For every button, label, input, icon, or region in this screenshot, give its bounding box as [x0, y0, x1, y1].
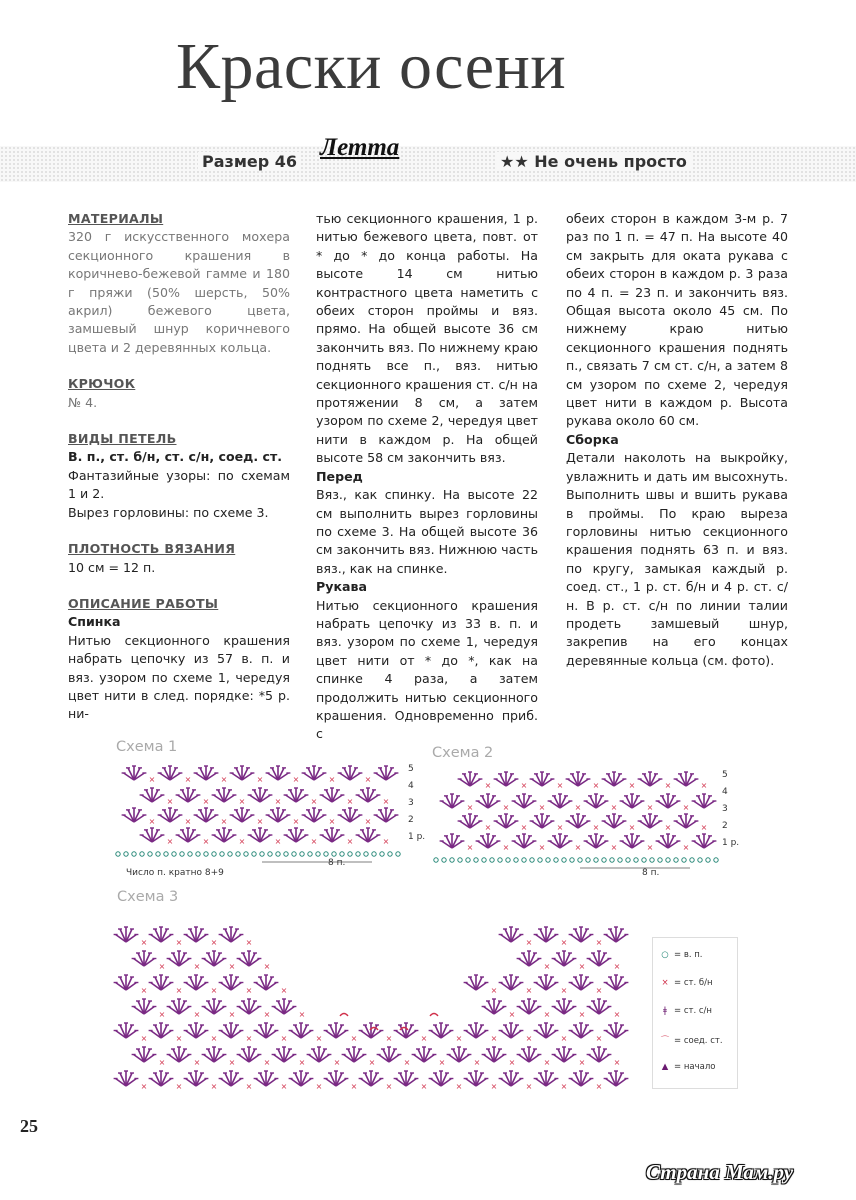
paragraph: № 4.	[68, 394, 98, 410]
stitch-sc: ×	[473, 1058, 481, 1067]
subheading: Рукава	[316, 579, 367, 595]
legend-symbol-icon: ▲	[661, 1062, 669, 1072]
stitch-sc: ×	[613, 962, 621, 971]
stitch-sc: ×	[556, 781, 564, 790]
paragraph: тью секционного крашения, 1 р. нитью бежевого цвета, повт. от * до * до конца работы. На высоте 14 см нитью контрастного цвета наметить с обеих сторон проймы и вяз. прямо. На общей высоте 36 см закончить вяз. По нижнему краю поднять все п., вяз. нитью секционного крашения ст. с/н на протяжении 8 см, а затем узором по схеме 2, чередуя цвет нити в каждом р. На общей высоте 58 см закончить вяз.	[316, 211, 538, 466]
page-title: Краски осени	[176, 30, 567, 103]
stitch-sc: ×	[263, 962, 271, 971]
subheading: В. п., ст. б/н, ст. с/н, соед. ст.	[68, 449, 283, 465]
legend-label: = начало	[674, 1062, 716, 1072]
stitch-sc: ×	[175, 986, 183, 995]
stitch-slip	[400, 1028, 408, 1031]
stitch-sc: ×	[238, 837, 246, 846]
stitch-chain	[316, 852, 320, 856]
row-number: 1 р.	[722, 838, 740, 848]
stitch-sc: ×	[166, 837, 174, 846]
stitch-chain	[140, 852, 144, 856]
stitch-chain	[458, 858, 462, 862]
scheme-1-diagram	[112, 758, 408, 868]
paragraph: Фантазийные узоры: по схемам 1 и 2.	[68, 467, 290, 502]
legend-item	[659, 1006, 712, 1016]
stitch-sc: ×	[346, 837, 354, 846]
paragraph	[68, 412, 290, 430]
stitch-sc: ×	[368, 1058, 376, 1067]
stitch-sc: ×	[350, 1034, 358, 1043]
stitch-chain	[116, 852, 120, 856]
stitch-sc: ×	[466, 803, 474, 812]
stitch-sc: ×	[280, 986, 288, 995]
stitch-sc: ×	[175, 1034, 183, 1043]
subheading: Сборка	[566, 431, 619, 447]
stitch-sc: ×	[298, 1010, 306, 1019]
stitch-sc: ×	[484, 823, 492, 832]
scheme-3-title: Схема 3	[117, 889, 179, 905]
stitch-sc: ×	[140, 1034, 148, 1043]
stitch-sc: ×	[508, 1010, 516, 1019]
stitch-sc: ×	[538, 843, 546, 852]
stitch-sc: ×	[490, 1034, 498, 1043]
stitch-chain	[332, 852, 336, 856]
stitch-chain	[388, 852, 392, 856]
section-heading: КРЮЧОК	[68, 376, 136, 392]
stitch-sc: ×	[682, 843, 690, 852]
stitch-chain	[578, 858, 582, 862]
stitch-chain	[268, 852, 272, 856]
stitch-sc: ×	[158, 1058, 166, 1067]
stitch-sc: ×	[538, 803, 546, 812]
row-number: 2	[722, 821, 728, 831]
stitch-sc: ×	[646, 843, 654, 852]
stitch-sc: ×	[484, 781, 492, 790]
stitch-sc: ×	[385, 1034, 393, 1043]
legend-label: = ст. б/н	[674, 978, 713, 988]
legend-symbol-icon: ×	[661, 978, 669, 988]
scheme-1-note: Число п. кратно 8+9	[126, 868, 224, 878]
subheading: Перед	[316, 468, 363, 484]
stitch-sc: ×	[438, 1058, 446, 1067]
stitch-sc: ×	[508, 1058, 516, 1067]
author-name: Летта	[320, 134, 400, 161]
stitch-chain	[276, 852, 280, 856]
row-number: 1 р.	[408, 832, 426, 842]
paragraph: обеих сторон в каждом 3-м р. 7 раз по 1 п. = 47 п. На высоте 40 см закрыть для оката рукава с обеих сторон в каждом р. 3 раза по 4 п. = 23 п. и закончить вяз. Общая высота около 45 см. По нижнему краю нитью секционного крашения поднять п., связать 7 см ст. с/н, а затем 8 см узором по схеме 2, чередуя цвет нити в каждом р. Высота рукава около 60 см.	[566, 211, 788, 429]
stitch-sc: ×	[613, 1010, 621, 1019]
stitch-chain	[124, 852, 128, 856]
paragraph	[68, 577, 290, 595]
stitch-sc: ×	[525, 938, 533, 947]
stitch-chain	[180, 852, 184, 856]
legend-label: = соед. ст.	[674, 1036, 723, 1046]
difficulty-label: ★★ Не очень просто	[496, 152, 691, 171]
stitch-chain	[562, 858, 566, 862]
stitch-sc: ×	[210, 1082, 218, 1091]
scheme-1-repeat: 8 п.	[328, 858, 346, 868]
stitch-chain	[658, 858, 662, 862]
stitch-sc: ×	[700, 781, 708, 790]
stitch-chain	[466, 858, 470, 862]
stitch-sc: ×	[193, 1010, 201, 1019]
stitch-sc: ×	[595, 1034, 603, 1043]
stitch-sc: ×	[646, 803, 654, 812]
symbol-legend	[652, 937, 738, 1089]
stitch-sc: ×	[210, 938, 218, 947]
stitch-sc: ×	[560, 986, 568, 995]
paragraph	[68, 357, 290, 375]
stitch-chain	[244, 852, 248, 856]
stitch-sc: ×	[166, 797, 174, 806]
row-number: 5	[408, 764, 414, 774]
stitch-sc: ×	[220, 775, 228, 784]
stitch-sc: ×	[502, 843, 510, 852]
stitch-chain	[498, 858, 502, 862]
stitch-chain	[148, 852, 152, 856]
stitch-sc: ×	[664, 823, 672, 832]
stitch-chain	[292, 852, 296, 856]
stitch-chain	[228, 852, 232, 856]
stitch-sc: ×	[210, 1034, 218, 1043]
stitch-chain	[164, 852, 168, 856]
paragraph: Вяз., как спинку. На высоте 22 см выполнить вырез горловины по схеме 3. На общей высоте 36 см закончить вяз. Нижнюю часть вяз., как на спинке.	[316, 487, 538, 576]
stitch-chain	[618, 858, 622, 862]
stitch-chain	[690, 858, 694, 862]
stitch-chain	[698, 858, 702, 862]
paragraph: Нитью секционного крашения набрать цепочку из 57 в. п. и вяз. узором по схеме 1, чередуя цвет нити в след. порядке: *5 р. ни-	[68, 632, 290, 722]
stitch-chain	[220, 852, 224, 856]
header-bar	[0, 146, 856, 182]
stitch-sc: ×	[256, 775, 264, 784]
stitch-chain	[196, 852, 200, 856]
stitch-sc: ×	[664, 781, 672, 790]
stitch-chain	[356, 852, 360, 856]
stitch-sc: ×	[184, 817, 192, 826]
stitch-sc: ×	[158, 1010, 166, 1019]
stitch-sc: ×	[193, 1058, 201, 1067]
stitch-chain	[260, 852, 264, 856]
stitch-sc: ×	[543, 1010, 551, 1019]
stitch-sc: ×	[543, 962, 551, 971]
legend-item	[659, 950, 703, 960]
stitch-chain	[188, 852, 192, 856]
stitch-chain	[132, 852, 136, 856]
stitch-sc: ×	[263, 1010, 271, 1019]
text-column-1	[68, 210, 290, 724]
size-label: Размер 46	[198, 152, 301, 171]
text-column-2	[316, 210, 538, 744]
stitch-sc: ×	[520, 781, 528, 790]
row-number: 3	[722, 804, 728, 814]
stitch-slip	[430, 1014, 438, 1017]
legend-symbol-icon: ⌒	[660, 1036, 670, 1046]
stitch-sc: ×	[420, 1082, 428, 1091]
legend-symbol-icon: ○	[661, 950, 669, 960]
stitch-sc: ×	[592, 823, 600, 832]
stitch-chain	[212, 852, 216, 856]
paragraph: 320 г искусственного мохера секционного крашения в коричнево-бежевой гамме и 180 г пряжи (50% шерсть, 50% акрил) бежевого цвета, замшевый шнур коричневого цвета и 2 деревянных кольца.	[68, 229, 290, 355]
stitch-sc: ×	[228, 1010, 236, 1019]
scheme-1-title: Схема 1	[116, 739, 178, 755]
row-number: 5	[722, 770, 728, 780]
stitch-sc: ×	[238, 797, 246, 806]
stitch-chain	[204, 852, 208, 856]
text-column-3	[566, 210, 788, 670]
stitch-sc: ×	[574, 843, 582, 852]
stitch-sc: ×	[280, 1082, 288, 1091]
stitch-chain	[308, 852, 312, 856]
stitch-sc: ×	[158, 962, 166, 971]
page-number: 25	[20, 1116, 38, 1136]
scheme-3-diagram	[112, 906, 640, 1092]
stitch-sc: ×	[175, 938, 183, 947]
paragraph: Нитью секционного крашения набрать цепочку из 33 в. п. и вяз. узором по схеме 1, чередуя цвет нити от * до *, как на спинке 4 раза, а затем продолжить нитью секционного крашения. Одновременно приб. с	[316, 597, 538, 742]
stitch-chain	[156, 852, 160, 856]
section-heading: ВИДЫ ПЕТЕЛЬ	[68, 431, 177, 447]
stitch-chain	[706, 858, 710, 862]
stitch-chain	[482, 858, 486, 862]
stitch-sc: ×	[560, 1034, 568, 1043]
stitch-sc: ×	[328, 817, 336, 826]
stitch-sc: ×	[628, 823, 636, 832]
stitch-sc: ×	[556, 823, 564, 832]
stitch-chain	[682, 858, 686, 862]
stitch-sc: ×	[578, 1010, 586, 1019]
stitch-sc: ×	[455, 1034, 463, 1043]
stitch-sc: ×	[245, 938, 253, 947]
stitch-sc: ×	[700, 823, 708, 832]
stitch-chain	[626, 858, 630, 862]
stitch-sc: ×	[466, 843, 474, 852]
stitch-chain	[252, 852, 256, 856]
stitch-sc: ×	[490, 1082, 498, 1091]
stitch-sc: ×	[256, 817, 264, 826]
stitch-sc: ×	[274, 837, 282, 846]
stitch-chain	[522, 858, 526, 862]
stitch-sc: ×	[613, 1058, 621, 1067]
stitch-sc: ×	[245, 1082, 253, 1091]
stitch-sc: ×	[525, 1082, 533, 1091]
stitch-sc: ×	[245, 1034, 253, 1043]
stitch-sc: ×	[628, 781, 636, 790]
section-heading: ПЛОТНОСТЬ ВЯЗАНИЯ	[68, 541, 236, 557]
section-heading: МАТЕРИАЛЫ	[68, 211, 164, 226]
stitch-chain	[634, 858, 638, 862]
paragraph	[68, 522, 290, 540]
stitch-chain	[514, 858, 518, 862]
subheading: Спинка	[68, 614, 121, 630]
stitch-chain	[546, 858, 550, 862]
legend-symbol-icon: ǂ	[663, 1006, 667, 1016]
stitch-sc: ×	[184, 775, 192, 784]
stitch-sc: ×	[310, 837, 318, 846]
stitch-sc: ×	[148, 775, 156, 784]
stitch-chain	[442, 858, 446, 862]
stitch-chain	[538, 858, 542, 862]
legend-item	[659, 1062, 715, 1072]
stitch-chain	[554, 858, 558, 862]
stitch-sc: ×	[333, 1058, 341, 1067]
stitch-sc: ×	[228, 1058, 236, 1067]
stitch-sc: ×	[382, 837, 390, 846]
legend-label: = в. п.	[674, 950, 703, 960]
stitch-sc: ×	[315, 1082, 323, 1091]
stitch-sc: ×	[245, 986, 253, 995]
scheme-2-title: Схема 2	[432, 745, 494, 761]
stitch-sc: ×	[595, 1082, 603, 1091]
stitch-sc: ×	[525, 986, 533, 995]
stitch-chain	[490, 858, 494, 862]
stitch-sc: ×	[595, 986, 603, 995]
stitch-sc: ×	[202, 797, 210, 806]
stitch-sc: ×	[592, 781, 600, 790]
stitch-slip	[340, 1014, 348, 1017]
stitch-chain	[594, 858, 598, 862]
stitch-sc: ×	[595, 938, 603, 947]
stitch-chain	[506, 858, 510, 862]
row-number: 4	[408, 781, 414, 791]
stitch-sc: ×	[140, 1082, 148, 1091]
stitch-chain	[236, 852, 240, 856]
stitch-sc: ×	[543, 1058, 551, 1067]
stitch-chain	[610, 858, 614, 862]
stitch-chain	[530, 858, 534, 862]
stitch-sc: ×	[382, 797, 390, 806]
stitch-chain	[364, 852, 368, 856]
stitch-sc: ×	[403, 1058, 411, 1067]
stitch-sc: ×	[520, 823, 528, 832]
stitch-sc: ×	[346, 797, 354, 806]
stitch-chain	[474, 858, 478, 862]
scheme-2-repeat: 8 п.	[642, 868, 660, 878]
stitch-chain	[348, 852, 352, 856]
stitch-chain	[324, 852, 328, 856]
stitch-sc: ×	[292, 817, 300, 826]
stitch-chain	[586, 858, 590, 862]
stitch-sc: ×	[610, 803, 618, 812]
stitch-chain	[642, 858, 646, 862]
stitch-chain	[434, 858, 438, 862]
stitch-sc: ×	[220, 817, 228, 826]
stitch-sc: ×	[274, 797, 282, 806]
stitch-chain	[300, 852, 304, 856]
legend-item	[659, 978, 713, 988]
stitch-sc: ×	[364, 817, 372, 826]
stitch-sc: ×	[490, 986, 498, 995]
legend-item	[659, 1034, 723, 1046]
stitch-sc: ×	[210, 986, 218, 995]
stitch-sc: ×	[455, 1082, 463, 1091]
paragraph: Вырез горловины: по схеме 3.	[68, 504, 269, 520]
row-number: 4	[722, 787, 728, 797]
stitch-chain	[666, 858, 670, 862]
stitch-sc: ×	[525, 1034, 533, 1043]
stitch-sc: ×	[310, 797, 318, 806]
stitch-sc: ×	[385, 1082, 393, 1091]
watermark: Страна Мам.ру	[646, 1160, 794, 1184]
stitch-sc: ×	[175, 1082, 183, 1091]
stitch-chain	[380, 852, 384, 856]
stitch-sc: ×	[292, 775, 300, 784]
stitch-sc: ×	[140, 938, 148, 947]
scheme-2-diagram	[430, 764, 726, 874]
stitch-sc: ×	[502, 803, 510, 812]
stitch-chain	[602, 858, 606, 862]
stitch-sc: ×	[193, 962, 201, 971]
row-number: 3	[408, 798, 414, 808]
stitch-chain	[372, 852, 376, 856]
row-number: 2	[408, 815, 414, 825]
stitch-sc: ×	[560, 1082, 568, 1091]
stitch-chain	[284, 852, 288, 856]
stitch-sc: ×	[328, 775, 336, 784]
stitch-sc: ×	[420, 1034, 428, 1043]
stitch-sc: ×	[228, 962, 236, 971]
stitch-sc: ×	[610, 843, 618, 852]
stitch-sc: ×	[140, 986, 148, 995]
stitch-chain	[450, 858, 454, 862]
section-heading: ОПИСАНИЕ РАБОТЫ	[68, 595, 219, 611]
stitch-sc: ×	[578, 962, 586, 971]
stitch-sc: ×	[560, 938, 568, 947]
stitch-sc: ×	[298, 1058, 306, 1067]
stitch-chain	[650, 858, 654, 862]
stitch-sc: ×	[202, 837, 210, 846]
paragraph: Детали наколоть на выкройку, увлажнить и дать им высохнуть. Выполнить швы и вшить рукава в проймы. По краю выреза горловины нитью секционного крашения поднять 63 п. и вяз. по кругу, замыкая каждый р. соед. ст., 1 р. ст. б/н и 4 р. ст. с/н. В р. ст. с/н по линии талии продеть замшевый шнур, закрепив на его концах деревянные кольца (см. фото).	[566, 450, 788, 668]
stitch-sc: ×	[578, 1058, 586, 1067]
paragraph: 10 см = 12 п.	[68, 559, 156, 575]
stitch-sc: ×	[574, 803, 582, 812]
stitch-sc: ×	[364, 775, 372, 784]
stitch-sc: ×	[280, 1034, 288, 1043]
stitch-chain	[340, 852, 344, 856]
stitch-sc: ×	[315, 1034, 323, 1043]
stitch-sc: ×	[263, 1058, 271, 1067]
stitch-chain	[674, 858, 678, 862]
stitch-sc: ×	[148, 817, 156, 826]
stitch-sc: ×	[350, 1082, 358, 1091]
stitch-chain	[714, 858, 718, 862]
stitch-chain	[396, 852, 400, 856]
stitch-chain	[570, 858, 574, 862]
stitch-chain	[172, 852, 176, 856]
stitch-sc: ×	[682, 803, 690, 812]
legend-label: = ст. с/н	[674, 1006, 712, 1016]
